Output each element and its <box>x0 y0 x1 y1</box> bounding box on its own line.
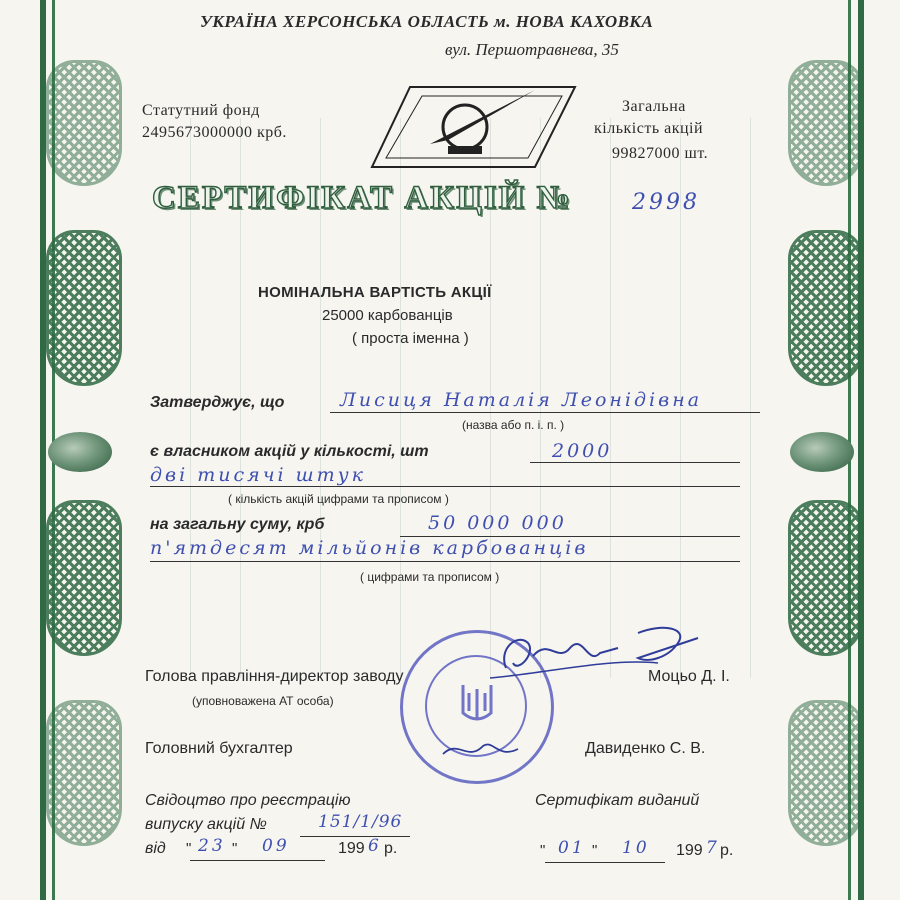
owner-name: Лисиця Наталія Леонідівна <box>340 389 703 411</box>
registration-line1: Свідоцтво про реєстрацію <box>145 792 351 809</box>
sum-value: 50 000 000 <box>428 512 567 534</box>
factory-logo <box>370 82 580 172</box>
left-ornamental-border <box>40 0 122 900</box>
sum-words: п'ятдесят мільйонів карбованців <box>150 537 589 559</box>
capital-value: 2495673000000 крб. <box>142 124 287 141</box>
director-name: Моцьо Д. І. <box>648 668 730 685</box>
right-ornamental-border <box>782 0 864 900</box>
registration-month: 09 <box>262 836 290 856</box>
sum-caption: ( цифрами та прописом ) <box>360 570 500 584</box>
total-shares-label-1: Загальна <box>622 98 686 115</box>
quantity-caption: ( кількість акцій цифрами та прописом ) <box>228 492 449 506</box>
accountant-role: Головний бухгалтер <box>145 740 293 757</box>
owner-lead: Затверджує, що <box>150 394 285 411</box>
registration-year-prefix: 199 <box>338 840 365 857</box>
issued-day: 01 <box>558 838 586 858</box>
issued-year-prefix: 199 <box>676 842 703 859</box>
share-type: ( проста іменна ) <box>352 330 469 347</box>
certificate-number: 2998 <box>632 190 700 215</box>
share-certificate: УКРАЇНА ХЕРСОНСЬКА ОБЛАСТЬ м. НОВА КАХОВКА вул. Першотравнева, 35 Статутний фонд 2495673000000 крб. Загальна кількість акцій 99827000 шт. СЕРТИФІКАТ АКЦІЙ № 2998 НОМІНАЛЬНА ВАРТІСТЬ АКЦІЇ 25000 карбованців ( проста іменна ) Затверджує, що Лисиця Наталія Леонідівна (назва або п. і. п. ) є власником акцій у кількості, шт 2000 дві тисячі штук ( кількість акцій цифрами та прописом ) на загальну суму, крб 50 000 000 п'ятдесят мільйонів карбованців ( цифрами та прописом ) Голова правління-директор заводу (уповноважена АТ особа) Моцьо Д. І. Головний бухгалтер Давиденко С. В. Свідоцтво про реєстрацію випуску акцій № 151/1/96 від " 23 " 09 199 6 р. Сертифікат виданий " 01 " 10 199 7 р. <box>0 0 900 900</box>
sum-lead: на загальну суму, крб <box>150 516 325 533</box>
nominal-amount: 25000 карбованців <box>322 307 453 324</box>
quantity-value: 2000 <box>552 440 613 462</box>
quantity-lead: є власником акцій у кількості, шт <box>150 443 429 460</box>
director-signature <box>488 618 708 688</box>
director-note: (уповноважена АТ особа) <box>192 694 334 708</box>
registration-line2: випуску акцій № <box>145 816 267 833</box>
registration-day: 23 <box>198 836 226 856</box>
issued-year-digit: 7 <box>706 838 717 858</box>
accountant-signature <box>438 734 528 764</box>
accountant-name: Давиденко С. В. <box>585 740 706 757</box>
owner-caption: (назва або п. і. п. ) <box>462 418 565 432</box>
street-line: вул. Першотравнева, 35 <box>445 40 619 59</box>
certificate-title: СЕРТИФІКАТ АКЦІЙ № <box>152 180 572 216</box>
total-shares-value: 99827000 шт. <box>612 145 709 162</box>
total-shares-label-2: кількість акцій <box>594 120 704 137</box>
capital-label: Статутний фонд <box>142 102 260 119</box>
issued-label: Сертифікат виданий <box>535 792 700 809</box>
issued-year-suffix: р. <box>720 842 734 859</box>
trident-emblem <box>459 683 495 727</box>
registration-number: 151/1/96 <box>318 812 403 832</box>
nominal-heading: НОМІНАЛЬНА ВАРТІСТЬ АКЦІЇ <box>258 284 492 301</box>
registration-year-suffix: р. <box>384 840 398 857</box>
quantity-words: дві тисячі штук <box>150 464 367 486</box>
registration-year-digit: 6 <box>368 836 379 856</box>
registration-date-prefix: від <box>145 840 166 857</box>
director-role: Голова правління-директор заводу <box>145 668 404 685</box>
region-line: УКРАЇНА ХЕРСОНСЬКА ОБЛАСТЬ м. НОВА КАХОВКА <box>200 12 654 31</box>
issued-month: 10 <box>622 838 650 858</box>
